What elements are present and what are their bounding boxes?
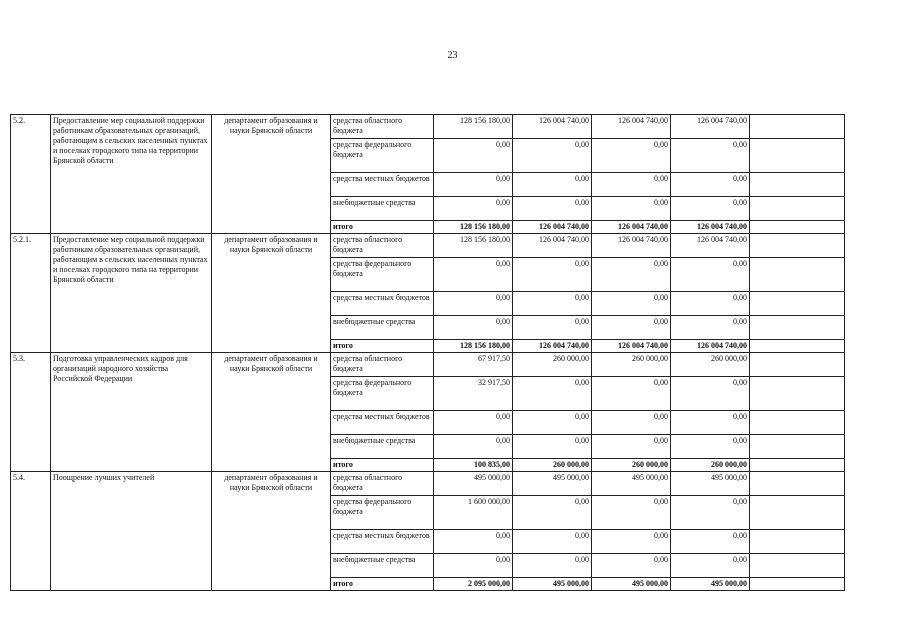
amount-cell: 495 000,00 [671,578,750,591]
amount-cell: 0,00 [434,139,513,173]
funding-source: средства местных бюджетов [331,173,434,197]
amount-cell: 0,00 [434,292,513,316]
executor: департамент образования и науки Брянской области [212,472,331,591]
amount-cell: 0,00 [671,435,750,459]
empty-cell [750,554,845,578]
amount-cell: 126 004 740,00 [513,234,592,258]
amount-cell: 126 004 740,00 [671,234,750,258]
funding-source: внебюджетные средства [331,554,434,578]
amount-cell: 0,00 [513,139,592,173]
amount-cell: 1 600 000,00 [434,496,513,530]
amount-cell: 0,00 [671,173,750,197]
funding-source: средства местных бюджетов [331,292,434,316]
budget-table [10,114,845,591]
funding-source: итого [331,340,434,353]
amount-cell: 32 917,50 [434,377,513,411]
funding-source: итого [331,578,434,591]
amount-cell: 0,00 [592,411,671,435]
amount-cell: 0,00 [592,139,671,173]
amount-cell: 126 004 740,00 [513,221,592,234]
amount-cell: 126 004 740,00 [671,221,750,234]
empty-cell [750,496,845,530]
empty-cell [750,197,845,221]
amount-cell: 100 835,00 [434,459,513,472]
amount-cell: 0,00 [513,197,592,221]
amount-cell: 0,00 [592,377,671,411]
amount-cell: 0,00 [513,496,592,530]
amount-cell: 495 000,00 [592,472,671,496]
amount-cell: 0,00 [671,316,750,340]
amount-cell: 495 000,00 [671,472,750,496]
amount-cell: 126 004 740,00 [592,340,671,353]
amount-cell: 495 000,00 [434,472,513,496]
amount-cell: 0,00 [592,554,671,578]
amount-cell: 495 000,00 [513,472,592,496]
empty-cell [750,221,845,234]
amount-cell: 0,00 [434,530,513,554]
amount-cell: 126 004 740,00 [513,340,592,353]
executor: департамент образования и науки Брянской области [212,115,331,234]
amount-cell: 128 156 180,00 [434,115,513,139]
amount-cell: 0,00 [513,258,592,292]
amount-cell: 128 156 180,00 [434,234,513,258]
amount-cell: 0,00 [434,197,513,221]
amount-cell: 0,00 [671,139,750,173]
funding-source: средства федерального бюджета [331,496,434,530]
budget-row [11,234,845,258]
empty-cell [750,578,845,591]
amount-cell: 0,00 [513,435,592,459]
amount-cell: 0,00 [434,173,513,197]
empty-cell [750,316,845,340]
amount-cell: 260 000,00 [671,353,750,377]
amount-cell: 495 000,00 [592,578,671,591]
empty-cell [750,459,845,472]
funding-source: внебюджетные средства [331,197,434,221]
activity-title: Подготовка управленческих кадров для организаций народного хозяйства Российской Федерации [51,353,212,472]
amount-cell: 0,00 [434,435,513,459]
amount-cell: 260 000,00 [513,459,592,472]
budget-row [11,472,845,496]
funding-source: средства федерального бюджета [331,258,434,292]
amount-cell: 0,00 [592,258,671,292]
empty-cell [750,411,845,435]
amount-cell: 0,00 [671,411,750,435]
executor: департамент образования и науки Брянской области [212,353,331,472]
activity-title: Поощрение лучших учителей [51,472,212,591]
empty-cell [750,139,845,173]
funding-source: итого [331,459,434,472]
amount-cell: 126 004 740,00 [513,115,592,139]
funding-source: средства областного бюджета [331,234,434,258]
empty-cell [750,472,845,496]
budget-row [11,115,845,139]
amount-cell: 0,00 [513,173,592,197]
amount-cell: 126 004 740,00 [592,221,671,234]
amount-cell: 128 156 180,00 [434,221,513,234]
funding-source: внебюджетные средства [331,435,434,459]
section-number: 5.2.1. [11,234,51,353]
amount-cell: 0,00 [592,316,671,340]
amount-cell: 126 004 740,00 [671,115,750,139]
amount-cell: 0,00 [434,554,513,578]
amount-cell: 0,00 [592,173,671,197]
activity-title: Предоставление мер социальной поддержки работникам образовательных организаций, работающим в сельских населенных пунктах и поселках городского типа на территории Брянской области [51,234,212,353]
amount-cell: 0,00 [592,292,671,316]
amount-cell: 2 095 000,00 [434,578,513,591]
empty-cell [750,115,845,139]
amount-cell: 260 000,00 [513,353,592,377]
section-number: 5.3. [11,353,51,472]
amount-cell: 126 004 740,00 [671,340,750,353]
amount-cell: 0,00 [592,435,671,459]
amount-cell: 495 000,00 [513,578,592,591]
executor: департамент образования и науки Брянской области [212,234,331,353]
funding-source: итого [331,221,434,234]
amount-cell: 67 917,50 [434,353,513,377]
amount-cell: 0,00 [513,316,592,340]
funding-source: средства федерального бюджета [331,139,434,173]
funding-source: средства областного бюджета [331,115,434,139]
amount-cell: 0,00 [671,530,750,554]
amount-cell: 0,00 [671,377,750,411]
empty-cell [750,173,845,197]
amount-cell: 0,00 [671,258,750,292]
section-number: 5.4. [11,472,51,591]
empty-cell [750,234,845,258]
amount-cell: 0,00 [513,377,592,411]
funding-source: средства федерального бюджета [331,377,434,411]
amount-cell: 260 000,00 [671,459,750,472]
amount-cell: 0,00 [592,496,671,530]
funding-source: средства областного бюджета [331,353,434,377]
empty-cell [750,377,845,411]
amount-cell: 0,00 [513,554,592,578]
funding-source: внебюджетные средства [331,316,434,340]
amount-cell: 0,00 [671,554,750,578]
funding-source: средства местных бюджетов [331,411,434,435]
amount-cell: 126 004 740,00 [592,115,671,139]
amount-cell: 0,00 [513,530,592,554]
amount-cell: 0,00 [671,197,750,221]
amount-cell: 260 000,00 [592,353,671,377]
empty-cell [750,340,845,353]
funding-source: средства местных бюджетов [331,530,434,554]
amount-cell: 0,00 [434,258,513,292]
empty-cell [750,258,845,292]
empty-cell [750,292,845,316]
amount-cell: 128 156 180,00 [434,340,513,353]
amount-cell: 0,00 [434,316,513,340]
section-number: 5.2. [11,115,51,234]
empty-cell [750,530,845,554]
amount-cell: 0,00 [434,411,513,435]
budget-row [11,353,845,377]
page-number: 23 [447,50,458,61]
amount-cell: 0,00 [592,530,671,554]
amount-cell: 0,00 [671,292,750,316]
empty-cell [750,435,845,459]
amount-cell: 126 004 740,00 [592,234,671,258]
activity-title: Предоставление мер социальной поддержки работникам образовательных организаций, работающим в сельских населенных пунктах и поселках городского типа на территории Брянской области [51,115,212,234]
amount-cell: 0,00 [513,292,592,316]
empty-cell [750,353,845,377]
funding-source: средства областного бюджета [331,472,434,496]
amount-cell: 260 000,00 [592,459,671,472]
amount-cell: 0,00 [513,411,592,435]
amount-cell: 0,00 [592,197,671,221]
amount-cell: 0,00 [671,496,750,530]
